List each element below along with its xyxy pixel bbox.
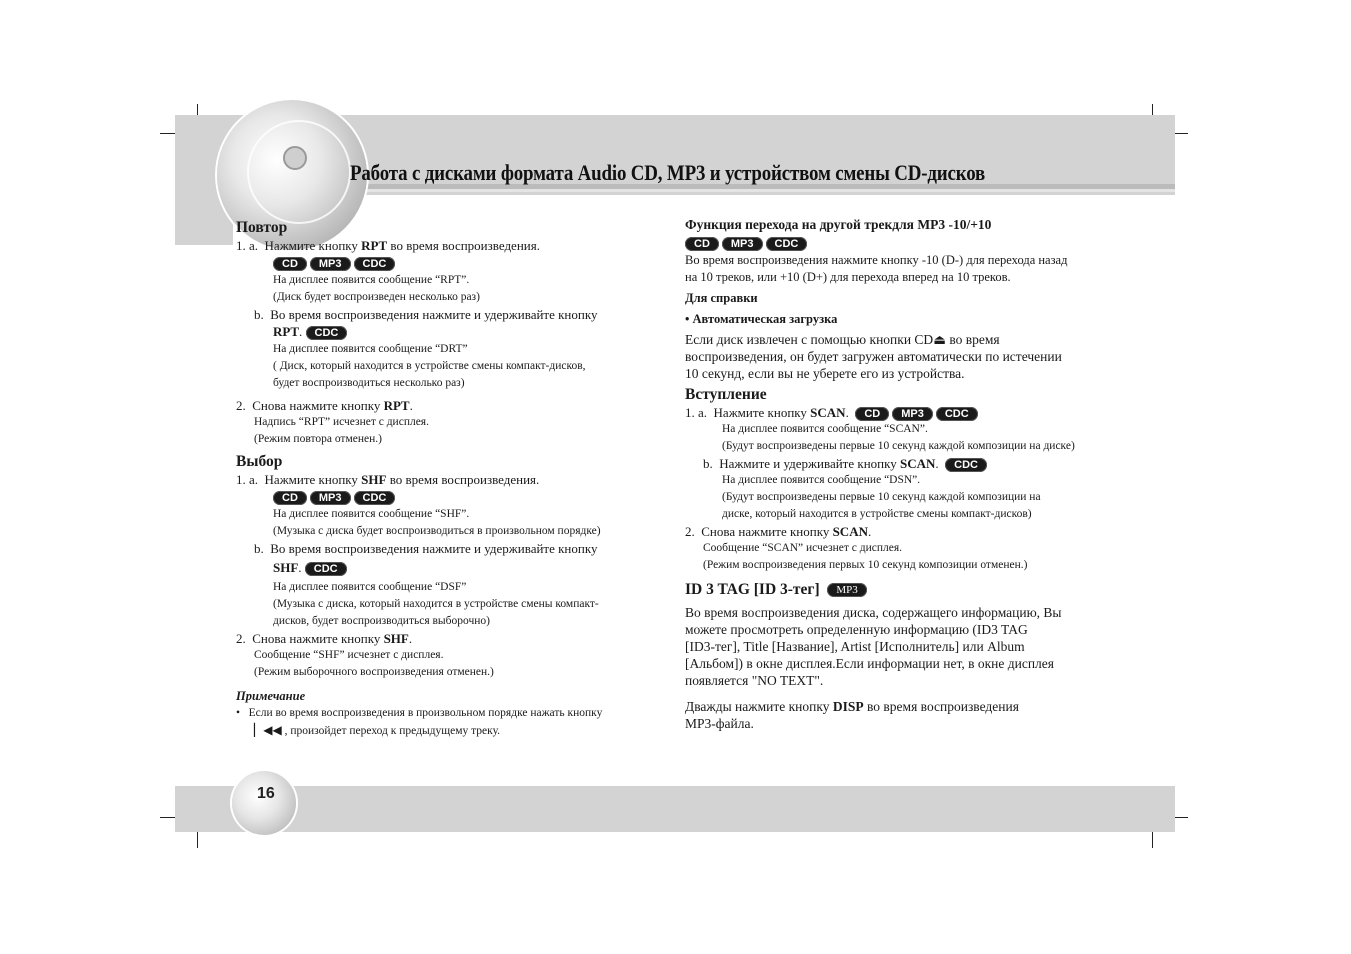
badge-cdc: CDC <box>766 237 808 251</box>
badge-mp3: MP3 <box>892 407 933 421</box>
note-heading: Примечание <box>236 689 306 703</box>
badge-mp3: MP3 <box>722 237 763 251</box>
cd-disc-ring <box>247 120 351 224</box>
badge-mp3: MP3 <box>310 491 351 505</box>
mode-badges <box>236 254 666 272</box>
badge-cdc: CDC <box>936 407 978 421</box>
disp-button-label: DISP <box>832 699 864 715</box>
page-title: Работа с дисками формата Audio CD, MP3 и устройством смены CD-дисков <box>350 160 986 185</box>
shuffle-heading: Выбор <box>236 453 283 470</box>
badge-cd: CD <box>273 257 307 271</box>
scan-button-label: SCAN <box>810 405 846 420</box>
jump-heading: Функция перехода на другой трекдля MP3 -10/+10 <box>685 217 992 232</box>
badge-cdc: CDC <box>354 491 396 505</box>
mode-badges <box>685 234 1135 252</box>
note-line: На дисплее появится сообщение “RPT”. <box>273 274 470 286</box>
badge-mp3: MP3 <box>310 257 351 271</box>
badge-cdc: CDC <box>306 326 348 340</box>
badge-cdc: CDC <box>354 257 396 271</box>
note-line: (Диск будет воспроизведен несколько раз) <box>273 291 480 303</box>
rpt-button-label: RPT <box>361 238 388 253</box>
badge-cd: CD <box>685 237 719 251</box>
rpt-button-label: RPT <box>273 324 299 339</box>
skip-back-icon: ▏◀◀ <box>254 723 282 737</box>
ref-heading: Для справки <box>685 291 758 305</box>
id3-heading: ID 3 TAG [ID 3-тег] <box>685 581 820 599</box>
cd-disc-hole <box>283 146 307 170</box>
footer-band <box>175 786 1175 832</box>
right-column: Функция перехода на другой трекдля MP3 -10/+10 CD MP3 CDC Во время воспроизведения нажмите кнопку -10 (D-) для перехода назад на 10 треков, или +10 (D+) для перехода вперед на 10 треков. Для справки • Автоматическая загрузка Если диск извлечен с помощью кнопки CD⏏ во время воспроизведения, он будет загружен автоматически по истечении 10 секунд, если вы не уберете его из устройства. Вступление 1. a. Нажмите кнопку SCAN. CD MP3 CDC На дисплее появится сообщение “SCAN”. (Будут воспроизведены первые 10 секунд каждой композиции на диске) b. Нажмите и удерживайте кнопку SCAN. CDC На дисплее появится сообщение “DSN”. (Будут воспроизведены первые 10 секунд каждой композиции на диске, который находится в устройстве смены компакт-дисков) 2. Снова нажмите кнопку SCAN. Сообщение “SCAN” исчезнет с дисплея. (Режим воспроизведения первых 10 секунд композиции отменен.) ID 3 TAG [ID 3-тег] MP3 Во время воспроизведения диска, содержащего информацию, Вы можете просмотреть определенную информацию (ID3 TAG [ID3-тег], Title [Название], Artist [Исполнитель] или Album [Альбом]) в окне дисплея.Если информации нет, в окне дисплея появляется "NO TEXT". Дважды нажмите кнопку DISP во время воспроизведения MP3-файла. <box>685 216 1135 732</box>
header-stripe-light <box>350 189 1175 192</box>
intro-heading: Вступление <box>685 386 767 403</box>
badge-cdc: CDC <box>305 562 347 576</box>
badge-mp3: MP3 <box>827 583 866 597</box>
page-number-disc <box>232 771 296 835</box>
badge-cd: CD <box>273 491 307 505</box>
left-column: Повтор 1. a. Нажмите кнопку RPT во время воспроизведения. CD MP3 CDC На дисплее появится сообщение “RPT”. (Диск будет воспроизведен несколько раз) b. Во время воспроизведения нажмите и удерживайте кнопку RPT. CDC На дисплее появится сообщение “DRT” ( Диск, который находится в устройстве смены компакт-дисков, будет воспроизводиться несколько раз) 2. Снова нажмите кнопку RPT. Надпись “RPT” исчезнет с дисплея. (Режим повтора отменен.) Выбор 1. a. Нажмите кнопку SHF во время воспроизведения. CD MP3 CDC На дисплее появится сообщение “SHF”. (Музыка с диска будет воспроизводиться в произвольном порядке) b. Во время воспроизведения нажмите и удерживайте кнопку SHF. CDC На дисплее появится сообщение “DSF” (Музыка с диска, который находится в устройстве смены компакт- дисков, будет воспроизводиться выборочно) 2. Снова нажмите кнопку SHF. Сообщение “SHF” исчезнет с дисплея. (Режим выборочного воспроизведения отменен.) Примечание • Если во время воспроизведения в произвольном порядке нажать кнопку ▏◀◀ , произойдет переход к предыдущему треку. <box>236 218 666 740</box>
eject-icon: ⏏ <box>933 332 946 347</box>
badge-cd: CD <box>855 407 889 421</box>
scan-button-label: SCAN <box>900 456 936 472</box>
repeat-heading: Повтор <box>236 219 288 236</box>
page-number: 16 <box>257 785 275 802</box>
shf-button-label: SHF <box>273 560 299 575</box>
mode-badges <box>236 488 666 506</box>
step-number: 1. a. <box>236 238 259 253</box>
shf-button-label: SHF <box>361 472 387 487</box>
badge-cdc: CDC <box>945 458 987 472</box>
